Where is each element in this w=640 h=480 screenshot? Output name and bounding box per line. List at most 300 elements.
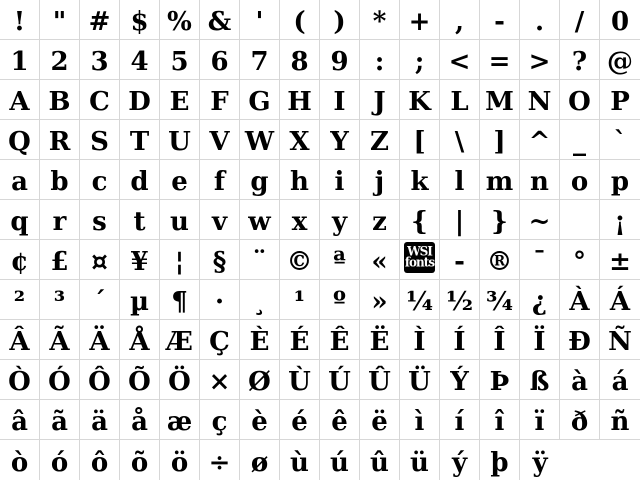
glyph-cell	[160, 280, 200, 320]
glyph-cell	[280, 360, 320, 400]
glyph-cell	[560, 120, 600, 160]
glyph: È	[249, 326, 270, 357]
glyph: ä	[91, 406, 108, 437]
glyph-cell	[480, 120, 520, 160]
glyph: %	[167, 6, 192, 37]
glyph-cell	[200, 200, 240, 240]
glyph: m	[485, 166, 514, 197]
glyph-cell	[600, 120, 640, 160]
glyph: ~	[528, 206, 551, 237]
glyph-cell	[0, 400, 40, 440]
glyph-cell	[560, 360, 600, 400]
glyph: e	[171, 166, 188, 197]
glyph: N	[527, 86, 552, 117]
glyph-cell	[0, 0, 40, 40]
glyph: f	[213, 166, 226, 197]
glyph-cell	[600, 40, 640, 80]
glyph: L	[450, 86, 469, 117]
glyph: {	[411, 206, 428, 237]
glyph: u	[170, 206, 189, 237]
glyph: °	[573, 246, 586, 277]
glyph-cell	[240, 240, 280, 280]
glyph: ©	[286, 246, 313, 277]
glyph: ö	[170, 447, 189, 478]
glyph-cell	[200, 0, 240, 40]
glyph-cell	[40, 360, 80, 400]
glyph-cell	[40, 160, 80, 200]
glyph: o	[570, 166, 589, 197]
glyph-cell	[0, 120, 40, 160]
glyph-cell	[360, 280, 400, 320]
glyph-cell	[0, 360, 40, 400]
glyph-cell	[440, 120, 480, 160]
glyph: J	[373, 86, 386, 117]
glyph: K	[408, 86, 431, 117]
glyph: Í	[453, 326, 466, 357]
glyph: ¾	[485, 286, 514, 317]
glyph-cell	[80, 440, 120, 480]
glyph: ;	[414, 46, 425, 77]
glyph-cell	[360, 440, 400, 480]
glyph-cell	[400, 440, 440, 480]
glyph: ?	[571, 46, 588, 77]
glyph-cell	[200, 80, 240, 120]
glyph: Î	[493, 326, 506, 357]
glyph: §	[212, 246, 227, 277]
glyph-cell	[400, 400, 440, 440]
glyph-cell	[280, 440, 320, 480]
glyph: Ã	[49, 326, 70, 357]
glyph-cell	[440, 400, 480, 440]
glyph-cell	[240, 120, 280, 160]
glyph-cell	[80, 360, 120, 400]
glyph: ²	[13, 286, 26, 317]
glyph-cell	[560, 40, 600, 80]
glyph-cell	[160, 0, 200, 40]
glyph: +	[408, 6, 431, 37]
glyph-cell	[200, 160, 240, 200]
glyph: 9	[330, 46, 349, 77]
glyph-cell	[480, 240, 520, 280]
glyph-cell	[80, 120, 120, 160]
glyph: ª	[333, 246, 346, 277]
glyph: O	[568, 86, 591, 117]
glyph-cell	[280, 40, 320, 80]
glyph: t	[133, 206, 146, 237]
glyph: 6	[210, 46, 229, 77]
glyph: ô	[90, 447, 109, 478]
glyph-cell	[480, 0, 520, 40]
glyph: `	[613, 126, 627, 157]
glyph: l	[454, 166, 465, 197]
glyph-cell	[160, 240, 200, 280]
glyph: B	[48, 86, 71, 117]
glyph: ¢	[10, 246, 29, 277]
glyph: h	[290, 166, 309, 197]
glyph-cell	[240, 160, 280, 200]
glyph-cell	[480, 160, 520, 200]
glyph: z	[372, 206, 387, 237]
glyph: )	[333, 6, 346, 37]
glyph: Ü	[408, 366, 431, 397]
glyph-cell	[480, 80, 520, 120]
glyph-cell	[160, 160, 200, 200]
glyph: É	[289, 326, 310, 357]
glyph-cell	[120, 400, 160, 440]
glyph: Ó	[48, 366, 71, 397]
glyph-cell	[200, 360, 240, 400]
wsi-fonts-logo-line1: WSI	[407, 242, 432, 259]
glyph: ×	[208, 366, 231, 397]
glyph-cell	[440, 440, 480, 480]
glyph: P	[610, 86, 630, 117]
glyph-cell	[320, 40, 360, 80]
glyph: Â	[9, 326, 30, 357]
glyph-cell	[440, 360, 480, 400]
glyph-cell	[560, 400, 600, 440]
glyph: ü	[410, 447, 429, 478]
glyph: ³	[53, 286, 66, 317]
glyph: â	[11, 406, 28, 437]
glyph: D	[128, 86, 151, 117]
glyph: ß	[529, 366, 550, 397]
glyph: k	[410, 166, 429, 197]
glyph: @	[607, 46, 633, 77]
glyph: «	[371, 246, 388, 277]
glyph-cell	[40, 0, 80, 40]
wsi-fonts-logo-line2: fonts	[404, 254, 435, 270]
glyph-cell	[80, 400, 120, 440]
glyph-cell	[40, 440, 80, 480]
glyph-cell	[40, 200, 80, 240]
glyph: å	[131, 406, 148, 437]
glyph-cell	[520, 40, 560, 80]
glyph-cell	[520, 320, 560, 360]
glyph: î	[494, 406, 505, 437]
glyph-cell	[480, 320, 520, 360]
glyph: ø	[250, 447, 269, 478]
glyph-cell	[240, 320, 280, 360]
glyph: ¦	[174, 246, 185, 277]
glyph-cell	[560, 0, 600, 40]
glyph-cell	[360, 240, 400, 280]
glyph: õ	[130, 447, 149, 478]
glyph: :	[374, 46, 385, 77]
glyph-cell	[240, 360, 280, 400]
glyph: »	[371, 286, 388, 317]
glyph-cell	[160, 400, 200, 440]
glyph: 2	[50, 46, 69, 77]
glyph: p	[610, 166, 630, 197]
glyph: ¨	[253, 246, 266, 277]
glyph-cell	[320, 200, 360, 240]
glyph: W	[244, 126, 275, 157]
glyph-cell	[320, 120, 360, 160]
glyph-cell	[0, 200, 40, 240]
glyph: 8	[290, 46, 309, 77]
glyph: i	[334, 166, 345, 197]
glyph: Æ	[166, 326, 193, 357]
glyph: G	[248, 86, 271, 117]
glyph: T	[129, 126, 150, 157]
glyph-cell	[520, 440, 560, 480]
glyph-cell	[280, 400, 320, 440]
glyph-cell	[240, 80, 280, 120]
glyph-cell	[320, 360, 360, 400]
glyph: X	[289, 126, 310, 157]
glyph-cell	[200, 400, 240, 440]
glyph-cell	[120, 0, 160, 40]
glyph: ·	[214, 286, 225, 317]
glyph-cell	[440, 280, 480, 320]
glyph: Ø	[248, 366, 271, 397]
glyph-cell	[440, 160, 480, 200]
glyph: q	[10, 206, 29, 237]
glyph-cell	[240, 400, 280, 440]
glyph: ó	[50, 447, 69, 478]
glyph-cell	[360, 80, 400, 120]
glyph-cell	[320, 240, 360, 280]
glyph-cell	[40, 80, 80, 120]
glyph-cell	[40, 240, 80, 280]
glyph-cell	[120, 360, 160, 400]
glyph-cell	[240, 40, 280, 80]
glyph-cell	[160, 40, 200, 80]
glyph: º	[333, 286, 346, 317]
glyph: (	[293, 6, 306, 37]
glyph: C	[89, 86, 110, 117]
glyph-cell	[80, 200, 120, 240]
glyph: c	[91, 166, 108, 197]
glyph: ½	[445, 286, 474, 317]
glyph: 4	[130, 46, 149, 77]
glyph-cell	[520, 80, 560, 120]
glyph: =	[488, 46, 511, 77]
glyph: ã	[51, 406, 68, 437]
glyph: Ò	[8, 366, 31, 397]
glyph-cell	[520, 240, 560, 280]
glyph-cell	[160, 80, 200, 120]
glyph-cell	[280, 240, 320, 280]
glyph-cell	[440, 240, 480, 280]
glyph-cell	[160, 320, 200, 360]
glyph: ò	[10, 447, 29, 478]
glyph: æ	[166, 406, 193, 437]
glyph-cell	[400, 160, 440, 200]
glyph-cell	[360, 200, 400, 240]
glyph: à	[571, 366, 588, 397]
glyph-cell	[120, 320, 160, 360]
glyph: Ý	[450, 366, 469, 397]
glyph: 5	[170, 46, 189, 77]
glyph: À	[569, 286, 590, 317]
glyph-cell	[400, 360, 440, 400]
glyph: [	[413, 126, 426, 157]
glyph-cell	[0, 320, 40, 360]
glyph-cell	[400, 120, 440, 160]
glyph: b	[50, 166, 69, 197]
glyph-cell	[280, 280, 320, 320]
glyph-cell	[400, 80, 440, 120]
glyph: _	[573, 126, 586, 157]
glyph-cell	[200, 440, 240, 480]
glyph-cell	[200, 280, 240, 320]
glyph: Ç	[209, 326, 230, 357]
glyph-cell	[200, 240, 240, 280]
glyph-cell	[80, 0, 120, 40]
glyph: #	[88, 6, 111, 37]
glyph: û	[370, 447, 389, 478]
glyph: ^	[528, 126, 551, 157]
glyph-cell	[320, 160, 360, 200]
glyph-cell	[80, 320, 120, 360]
glyph: á	[611, 366, 629, 397]
glyph-cell	[200, 40, 240, 80]
glyph-cell	[320, 280, 360, 320]
glyph: -	[494, 6, 505, 37]
glyph-cell	[440, 0, 480, 40]
glyph: .	[534, 6, 545, 37]
glyph-cell	[160, 360, 200, 400]
glyph-cell	[440, 320, 480, 360]
glyph: Ï	[533, 326, 546, 357]
glyph: ¶	[171, 286, 188, 317]
glyph-cell	[360, 160, 400, 200]
glyph-cell	[520, 200, 560, 240]
glyph: ,	[454, 6, 465, 37]
glyph-cell	[600, 320, 640, 360]
glyph-cell	[160, 120, 200, 160]
glyph: \	[454, 126, 465, 157]
glyph-cell	[240, 440, 280, 480]
glyph-cell	[600, 160, 640, 200]
glyph: '	[255, 6, 264, 37]
glyph: þ	[490, 447, 509, 478]
glyph: r	[52, 206, 67, 237]
glyph-cell	[320, 320, 360, 360]
glyph-cell	[520, 400, 560, 440]
glyph-cell	[80, 40, 120, 80]
glyph-cell	[480, 440, 520, 480]
glyph-cell	[40, 280, 80, 320]
glyph: Õ	[128, 366, 151, 397]
glyph-cell	[0, 240, 40, 280]
glyph: Ä	[89, 326, 110, 357]
glyph-cell	[400, 320, 440, 360]
glyph-cell	[40, 120, 80, 160]
glyph-cell	[240, 200, 280, 240]
glyph-cell	[40, 40, 80, 80]
glyph: ù	[290, 447, 309, 478]
glyph-cell	[520, 120, 560, 160]
glyph-cell	[120, 240, 160, 280]
glyph-cell	[160, 200, 200, 240]
empty-glyph-cell	[560, 200, 600, 240]
glyph-cell	[240, 0, 280, 40]
glyph-cell	[280, 200, 320, 240]
glyph: Ê	[329, 326, 350, 357]
glyph: a	[11, 166, 28, 197]
glyph: d	[130, 166, 149, 197]
glyph: ]	[493, 126, 506, 157]
glyph: V	[209, 126, 230, 157]
glyph-cell	[240, 280, 280, 320]
glyph-cell	[520, 360, 560, 400]
glyph-cell	[560, 320, 600, 360]
glyph-cell	[360, 360, 400, 400]
glyph: Ô	[88, 366, 111, 397]
glyph: Ú	[328, 366, 351, 397]
glyph-cell	[440, 40, 480, 80]
glyph: ¿	[531, 286, 548, 317]
glyph-cell	[360, 40, 400, 80]
glyph: E	[169, 86, 190, 117]
glyph-cell	[80, 280, 120, 320]
glyph-cell	[480, 400, 520, 440]
glyph-cell	[320, 0, 360, 40]
glyph: ý	[451, 447, 468, 478]
glyph-cell	[280, 0, 320, 40]
glyph: -	[454, 246, 465, 277]
glyph-cell	[360, 320, 400, 360]
glyph-cell	[480, 40, 520, 80]
glyph: Á	[609, 286, 631, 317]
glyph-cell	[400, 200, 440, 240]
glyph-cell	[440, 200, 480, 240]
glyph: ´	[93, 286, 106, 317]
glyph: Ð	[568, 326, 591, 357]
glyph: ¤	[91, 246, 108, 277]
glyph: &	[207, 6, 232, 37]
missing-cell	[560, 440, 600, 480]
glyph: j	[374, 166, 385, 197]
glyph-cell	[80, 80, 120, 120]
glyph: ±	[609, 246, 631, 277]
glyph-cell	[520, 0, 560, 40]
glyph-cell	[0, 160, 40, 200]
glyph: >	[528, 46, 551, 77]
glyph: £	[50, 246, 69, 277]
glyph: ç	[211, 406, 228, 437]
glyph: |	[454, 206, 465, 237]
glyph: 3	[90, 46, 109, 77]
glyph-cell	[320, 400, 360, 440]
glyph-cell	[360, 120, 400, 160]
glyph-cell	[480, 200, 520, 240]
glyph: ¡	[614, 206, 626, 237]
glyph-cell	[280, 320, 320, 360]
glyph-cell	[160, 440, 200, 480]
glyph-cell	[480, 280, 520, 320]
glyph: ¥	[130, 246, 149, 277]
glyph: Ö	[168, 366, 191, 397]
glyph: ¹	[293, 286, 306, 317]
glyph: ÿ	[532, 447, 548, 478]
glyph: ú	[330, 447, 349, 478]
glyph: Q	[8, 126, 31, 157]
glyph: ®	[486, 246, 513, 277]
wsi-fonts-logo-cell	[400, 240, 440, 280]
glyph: 7	[250, 46, 269, 77]
glyph-cell	[440, 80, 480, 120]
glyph-cell	[400, 40, 440, 80]
glyph-cell	[40, 400, 80, 440]
glyph-cell	[80, 240, 120, 280]
glyph-cell	[400, 0, 440, 40]
glyph-cell	[520, 160, 560, 200]
glyph: 0	[610, 6, 630, 37]
glyph-cell	[600, 80, 640, 120]
